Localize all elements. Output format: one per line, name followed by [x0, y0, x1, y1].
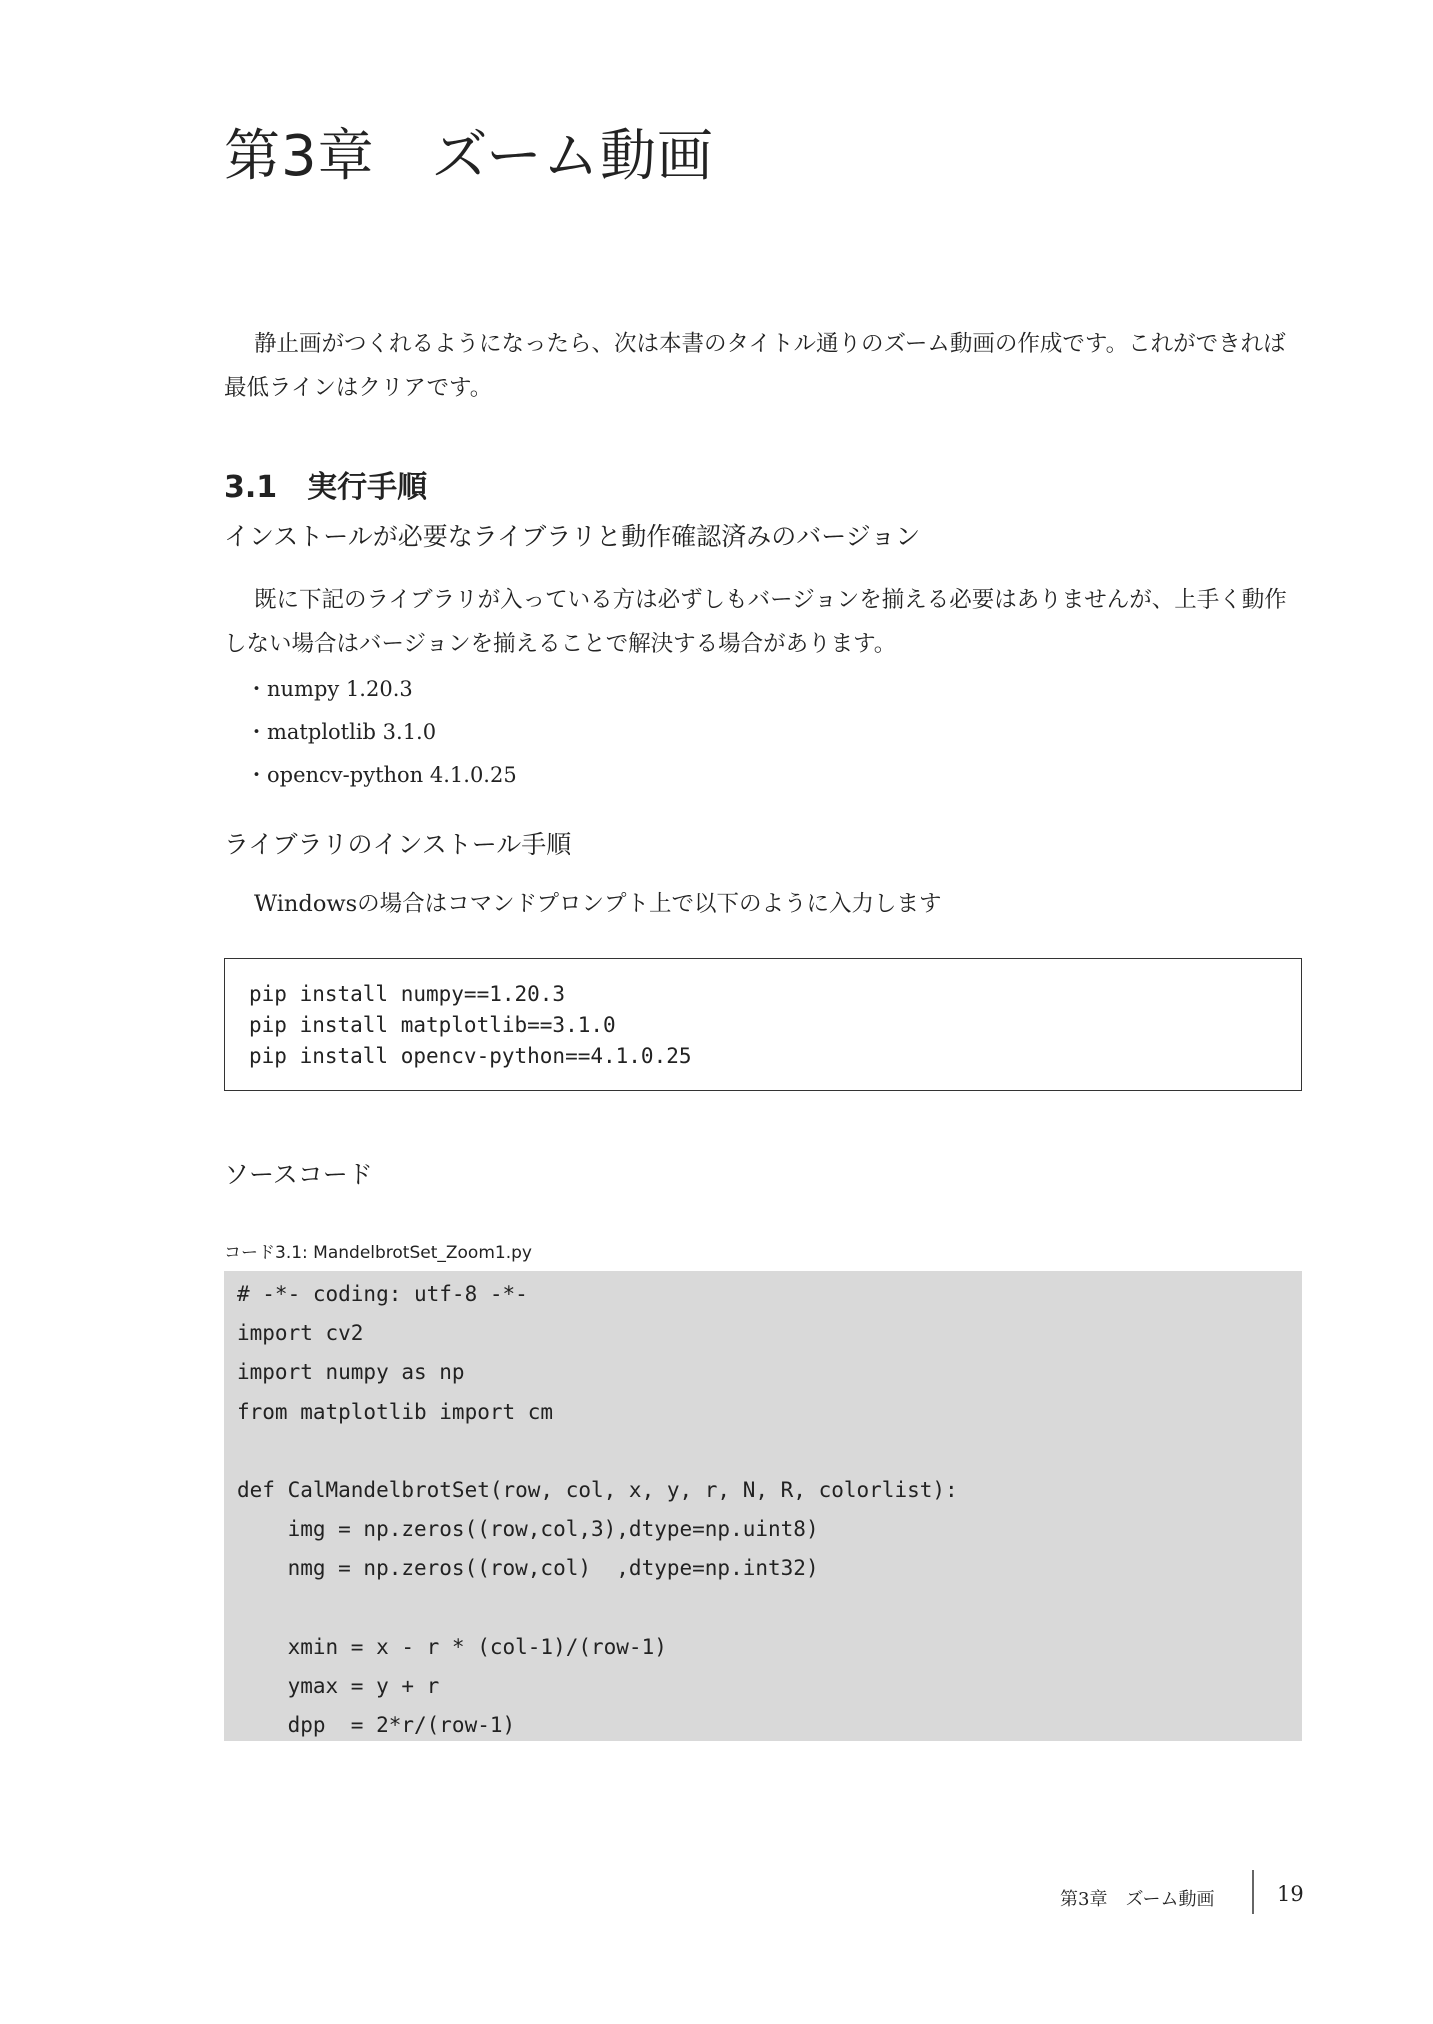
- code-line: [237, 1589, 1302, 1628]
- pip-command-line: pip install numpy==1.20.3: [249, 982, 566, 1006]
- code-line: dpp = 2*r/(row-1): [237, 1713, 516, 1738]
- code-line: img = np.zeros((row,col,3),dtype=np.uint8): [237, 1517, 819, 1542]
- subheading-source-code: ソースコード: [224, 1160, 373, 1189]
- versions-paragraph: 既に下記のライブラリが入っている方は必ずしもバージョンを揃える必要はありませんが、上手く動作しない場合はバージョンを揃えることで解決する場合があります。: [224, 587, 1287, 657]
- windows-instruction: Windowsの場合はコマンドプロンプト上で以下のように入力します: [254, 891, 942, 917]
- code-line: import cv2: [237, 1321, 364, 1346]
- code-line: xmin = x - r * (col-1)/(row-1): [237, 1634, 667, 1659]
- code-line: def CalMandelbrotSet(row, col, x, y, r, N, R, colorlist):: [237, 1477, 958, 1502]
- section-heading: 3.1 実行手順: [224, 470, 428, 505]
- footer-chapter-title: 第3章 ズーム動画: [1060, 1889, 1215, 1910]
- library-list: [246, 668, 517, 797]
- code-line: ymax = y + r: [237, 1673, 440, 1698]
- code-line: import numpy as np: [237, 1360, 465, 1385]
- pip-command-line: pip install opencv-python==4.1.0.25: [249, 1044, 692, 1068]
- subheading-install-libraries: インストールが必要なライブラリと動作確認済みのバージョン: [224, 522, 921, 551]
- chapter-title: 第3章 ズーム動画: [224, 124, 714, 189]
- code-caption: コード3.1: MandelbrotSet_Zoom1.py: [224, 1243, 532, 1263]
- code-line: [237, 1432, 1302, 1471]
- code-listing: [224, 1271, 1302, 1741]
- intro-paragraph: 静止画がつくれるようになったら、次は本書のタイトル通りのズーム動画の作成です。これができれば最低ラインはクリアです。: [224, 331, 1286, 401]
- pip-command-line: pip install matplotlib==3.1.0: [249, 1013, 616, 1037]
- pip-command-box: [224, 958, 1302, 1091]
- list-item: ・opencv-python 4.1.0.25: [246, 763, 517, 787]
- footer-divider: [1252, 1870, 1254, 1914]
- code-line: # -*- coding: utf-8 -*-: [237, 1282, 528, 1306]
- list-item: ・matplotlib 3.1.0: [246, 720, 437, 744]
- subheading-install-steps: ライブラリのインストール手順: [224, 830, 572, 859]
- code-line: from matplotlib import cm: [237, 1399, 554, 1424]
- code-line: nmg = np.zeros((row,col) ,dtype=np.int32): [237, 1556, 819, 1581]
- page-number: 19: [1277, 1882, 1304, 1906]
- list-item: ・numpy 1.20.3: [246, 677, 413, 701]
